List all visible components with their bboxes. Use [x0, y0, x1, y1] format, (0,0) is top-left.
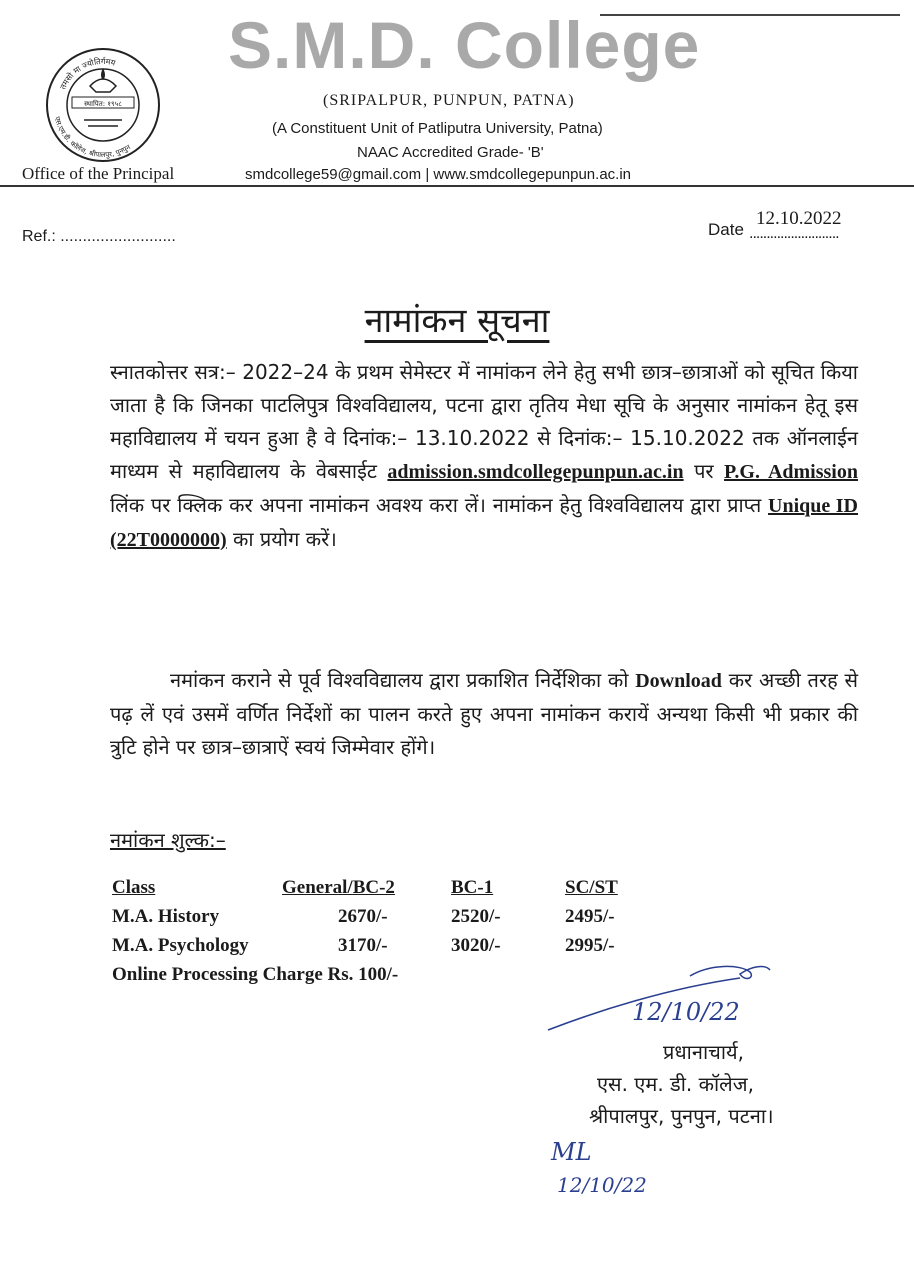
pg-admission-link: P.G. Admission: [724, 461, 858, 483]
date-label: Date: [708, 220, 744, 239]
website-text: www.smdcollegepunpun.ac.in: [433, 166, 632, 183]
university-affiliation: (A Constituent Unit of Patliputra University, Patna): [272, 120, 603, 137]
fee-col-scst: SC/ST: [565, 877, 618, 898]
college-place: (SRIPALPUR, PUNPUN, PATNA): [323, 92, 575, 109]
college-hindi-name: एस. एम. डी. कॉलेज,: [597, 1072, 754, 1096]
processing-charge: Online Processing Charge Rs. 100/-: [112, 964, 399, 985]
fee-col-bc1: BC-1: [451, 877, 494, 898]
seal-year: स्थापित: १९५८: [84, 100, 122, 108]
book-icon: [84, 120, 122, 126]
fee-row-bc1: 2520/-: [451, 906, 501, 927]
fee-row-general: 2670/-: [338, 906, 388, 927]
naac-grade: NAAC Accredited Grade- 'B': [357, 144, 544, 161]
date-value: 12.10.2022: [756, 208, 842, 229]
unique-id: Unique ID (22T0000000): [110, 495, 858, 551]
notice-paragraph-2: नमांकन कराने से पूर्व विश्वविद्यालय द्वारा प्रकाशित निर्देशिका को Download कर अच्छी तरह से पढ़ लें एवं उसमें वर्णित निर्देशों का पालन करते हुए अपना नामांकन करायें अन्यथा किसी भी प्रकार की त्रुटि होने पर छात्र–छात्राऐं स्वयं जिम्मेवार होंगे।: [110, 668, 858, 759]
contact-line: [245, 166, 631, 183]
fee-row-class: M.A. History: [112, 906, 220, 927]
signature-date: 12/10/22: [632, 998, 740, 1026]
initials-date: 12/10/22: [557, 1173, 647, 1197]
date-dots: ..........................: [749, 225, 839, 242]
college-name: S.M.D. College: [228, 8, 701, 82]
initials-mark: [545, 1130, 665, 1202]
download-word: Download: [635, 670, 722, 692]
fee-col-general: General/BC-2: [282, 877, 395, 898]
fee-col-class: Class: [112, 877, 156, 898]
lamp-icon: [90, 79, 116, 92]
ref-field: Ref.: ..........................: [22, 228, 176, 245]
college-seal: [44, 46, 162, 164]
college-hindi-address: श्रीपालपुर, पुनपुन, पटना।: [589, 1104, 774, 1128]
principal-title: प्रधानाचार्य,: [663, 1040, 744, 1064]
principal-signature: [540, 960, 800, 1040]
seal-top-text: तमसो मा ज्योतिर्गमय: [58, 56, 117, 91]
notice-title: नामांकन सूचना: [364, 301, 550, 341]
fee-row-scst: 2995/-: [565, 935, 615, 956]
notice-paragraph-1: स्नातकोत्तर सत्र:– 2022–24 के प्रथम सेमेस्टर में नामांकन लेने हेतु सभी छात्र–छात्राओं को सूचित किया जाता है कि जिनका पाटलिपुत्र विश्वविद्यालय, पटना द्वारा तृतिय मेधा सूचि के अनुसार नामांकन हेतू इस महाविद्यालय में चयन हुआ है वे दिनांक:– 13.10.2022 से दिनांक:– 15.10.2022 तक ऑनलाईन माध्यम से महाविद्यालय के वेबसाईट admission.smdcollegepunpun.ac.in पर P.G. Admission लिंक पर क्लिक कर अपना नामांकन अवश्य करा लें। नामांकन हेतु विश्वविद्यालय द्वारा प्राप्त Unique ID (22T0000000) का प्रयोग करें।: [110, 360, 858, 551]
fee-heading: नमांकन शुल्क:–: [110, 828, 226, 852]
admission-link: admission.smdcollegepunpun.ac.in: [387, 461, 684, 483]
fee-row-bc1: 3020/-: [451, 935, 501, 956]
email-text: smdcollege59@gmail.com: [245, 166, 422, 183]
fee-row-general: 3170/-: [338, 935, 388, 956]
fee-row-class: M.A. Psychology: [112, 935, 249, 956]
header-divider: [0, 185, 914, 187]
office-label: Office of the Principal: [22, 164, 175, 183]
separator: |: [425, 166, 430, 183]
fee-row-scst: 2495/-: [565, 906, 615, 927]
seal-bottom-text: एस.एम.डी. कॉलेज, श्रीपालपुर, पुनपुन: [52, 115, 132, 160]
flame-icon: [101, 68, 105, 80]
initials-text: ML: [551, 1138, 592, 1166]
